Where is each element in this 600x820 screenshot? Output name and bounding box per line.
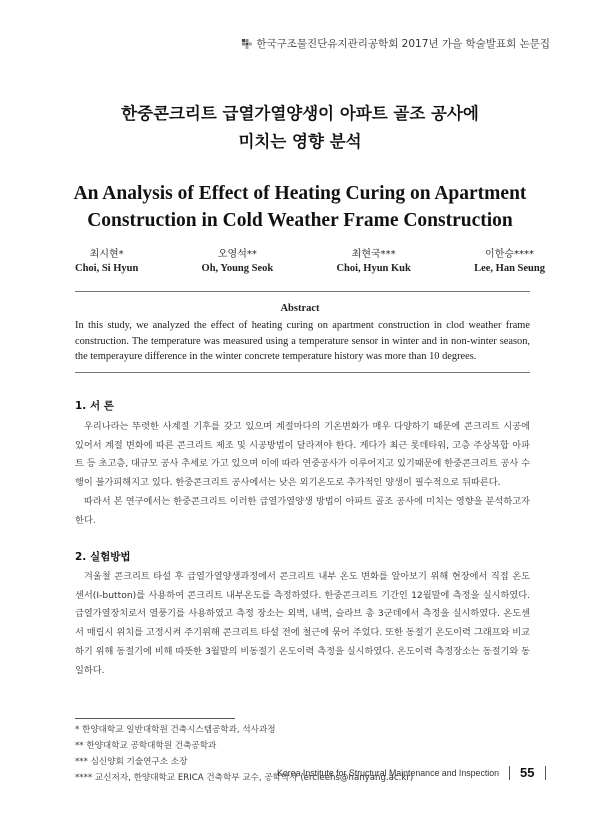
abstract-title: Abstract (280, 303, 320, 314)
section-heading-methods: 2. 실험방법 (75, 551, 131, 563)
author-4 (474, 248, 545, 276)
footnote: ** 한양대학교 공학대학원 건축공학과 (75, 741, 217, 751)
abstract-body: In this study, we analyzed the effect of heating curing on apartment construction in clod weather frame construction. The temperature was measured using a temperature sensor in winter and in non-winter season, the temperayure difference in the winter concrete temperature history was more than 10 degrees. (75, 320, 530, 362)
author-1 (75, 248, 138, 276)
author-name-en: Choi, Hyun Kuk (336, 263, 411, 274)
footnote-rule (75, 718, 235, 719)
paragraph: 겨울철 콘크리트 타설 후 급열가열양생과정에서 콘크리트 내부 온도 변화를 알아보기 위해 현장에서 직접 온도 센서(I-button)를 사용하여 콘크리트 내부온도를 측정하였다. 한중콘크리트 기간인 12월말에 측정을 실시하였다. 급열가열장치로서 열풍기를 사용하였고 측정 장소는 외벽, 내벽, 슬라브 총 3군데에서 측정을 실시하였다. 온도센서 매립시 위치를 고정시켜 주기위해 콘크리트 타설 전에 철근에 묶어 주었다. 또한 동절기 온도이력 그래프와 비교하기 위해 동절기에 비해 따뜻한 3월말의 비동절기 온도이력 측정을 실시하였다. 온도이력 측정장소는 동절기와 동일하다. (75, 571, 530, 676)
section-body-methods (75, 568, 530, 680)
footnote: **** 교신저자, 한양대학교 ERICA 건축학부 교수, 공학박사 (ercleehs@hanyang.ac.kr) (75, 773, 414, 783)
journal-mark-icon (242, 39, 252, 49)
author-name-ko: 이한승**** (485, 249, 535, 260)
korean-title-line-2: 미치는 영향 분석 (238, 132, 362, 151)
section-heading-introduction: 1. 서 론 (75, 400, 114, 412)
footer-bar (545, 766, 547, 780)
footer-organization: Korea Institute for Structural Maintenance and Inspection (277, 767, 500, 778)
paragraph: 따라서 본 연구에서는 한중콘크리트 이러한 급열가열양생 방법이 아파트 골조 공사에 미치는 영향을 분석하고자 한다. (75, 495, 530, 526)
english-title (0, 180, 600, 234)
korean-title (0, 100, 600, 156)
abstract-bottom-rule (75, 372, 530, 373)
footnote: *** 심신양회 기술연구소 소장 (75, 757, 188, 767)
english-title-line-1: An Analysis of Effect of Heating Curing on Apartment (73, 183, 527, 204)
author-name-ko: 오영석** (217, 249, 257, 260)
page-footer (277, 765, 546, 780)
header-text: 한국구조물진단유지관리공학회 2017년 가을 학술발표회 논문집 (256, 38, 550, 50)
footer-divider (509, 766, 510, 780)
korean-title-line-1: 한중콘크리트 급열가열양생이 아파트 골조 공사에 (121, 104, 479, 123)
author-3 (336, 248, 410, 276)
abstract-top-rule (75, 291, 530, 292)
author-name-ko: 최현국*** (351, 249, 396, 260)
author-name-en: Oh, Young Seok (201, 263, 274, 274)
footnote: * 한양대학교 일반대학원 건축시스템공학과, 석사과정 (75, 725, 276, 735)
paragraph: 우리나라는 뚜렷한 사계절 기후를 갖고 있으며 계절마다의 기온변화가 매우 다양하기 때문에 콘크리트 시공에 있어서 계절 변화에 따른 콘크리트 제조 및 시공방법이 달라져야 한다. 게다가 최근 롯데타워, 고층 주상복합 아파트 등 초고층, 대규모 공사 추세로 가고 있으며 이에 따라 연중공사가 이루어지고 있기때문에 한중콘크리트 공사 수행이 불가피해지고 있다. 한중콘크리트 공사에서는 낮은 외기온도로 추가적인 양생이 필수적으로 뒤따른다. (75, 421, 530, 489)
section-body-introduction (75, 418, 530, 530)
author-list (75, 248, 545, 276)
author-name-ko: 최시현* (89, 249, 124, 260)
author-name-en: Lee, Han Seung (474, 263, 545, 274)
author-2 (202, 248, 274, 276)
english-title-line-2: Construction in Cold Weather Frame Construction (87, 210, 513, 231)
page-number: 55 (520, 765, 535, 780)
running-header (242, 36, 550, 51)
author-name-en: Choi, Si Hyun (75, 263, 139, 274)
